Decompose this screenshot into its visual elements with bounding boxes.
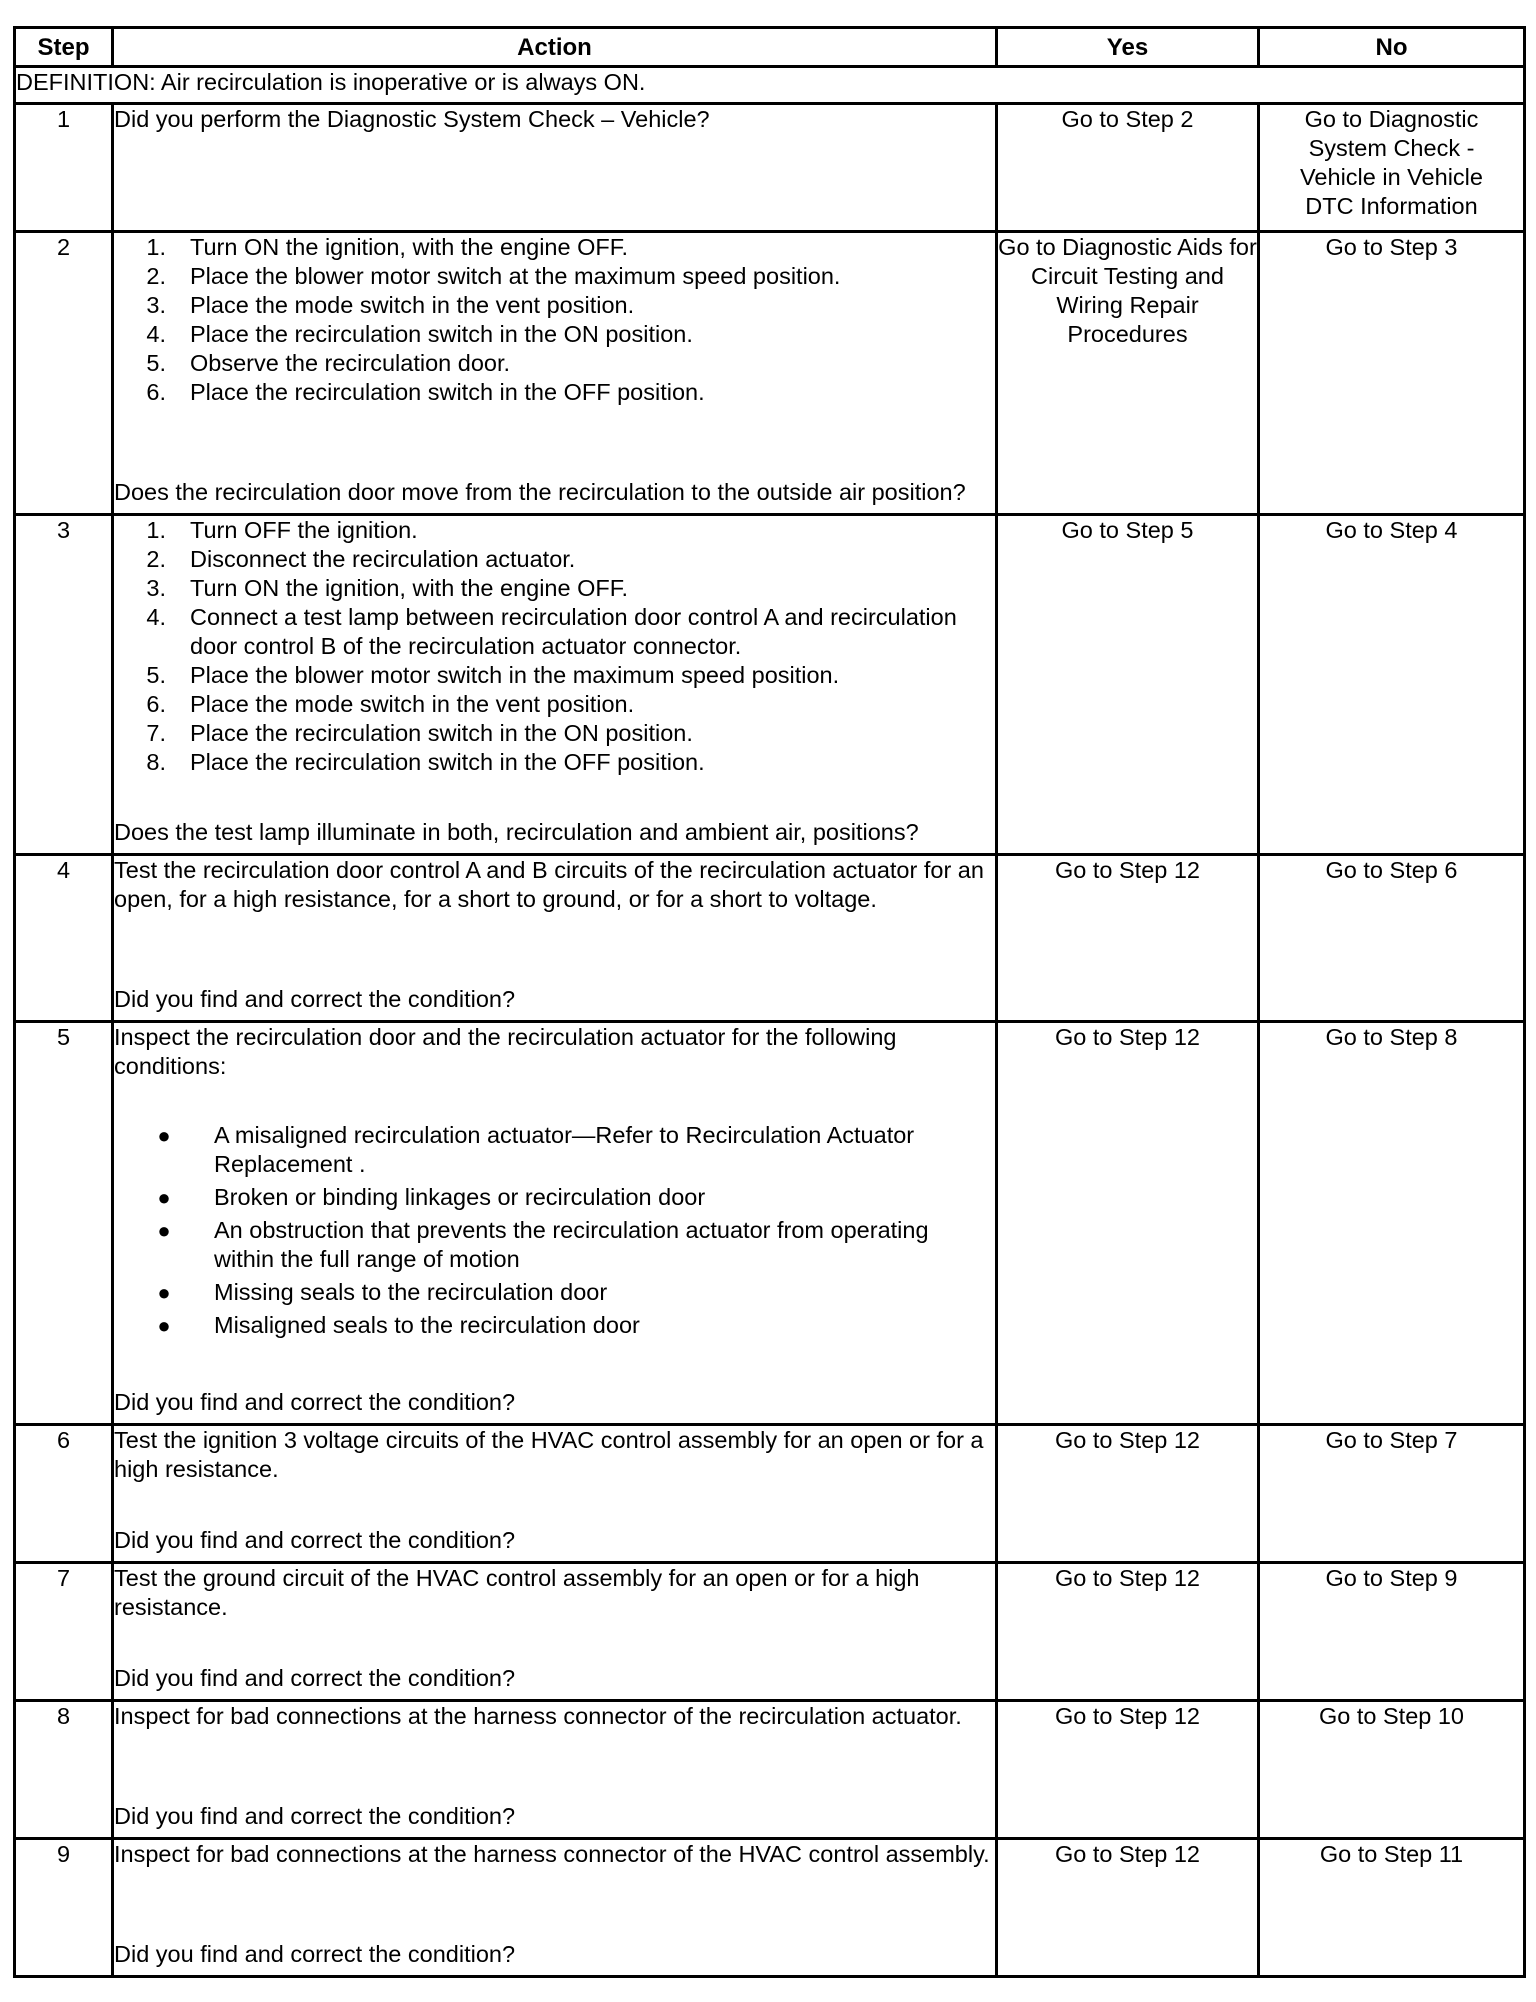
list-item: 1. Turn ON the ignition, with the engine OFF. [146, 234, 629, 260]
header-yes: Yes [997, 28, 1259, 67]
yes-cell: Go to Diagnostic Aids for Circuit Testing and Wiring Repair Procedures [997, 232, 1259, 515]
step-number: 5 [15, 1022, 113, 1425]
list-item: ● Broken or binding linkages or recirculation door [157, 1184, 706, 1210]
table-row [15, 515, 1525, 855]
procedure-list [114, 233, 995, 407]
step-number: 9 [15, 1839, 113, 1977]
table-row [15, 1839, 1525, 1977]
question-text: Did you find and correct the condition? [114, 1803, 516, 1829]
action-text: Inspect for bad connections at the harness connector of the recirculation actuator. [114, 1703, 962, 1729]
action-cell [113, 1425, 997, 1563]
action-text: Test the ignition 3 voltage circuits of the HVAC control assembly for an open or for a high resistance. [114, 1427, 984, 1482]
header-action: Action [113, 28, 997, 67]
table-row [15, 1022, 1525, 1425]
step-number: 3 [15, 515, 113, 855]
list-item: 2. Place the blower motor switch at the maximum speed position. [146, 263, 841, 289]
header-row [15, 28, 1525, 67]
action-cell [113, 1701, 997, 1839]
no-cell: Go to Step 8 [1259, 1022, 1525, 1425]
yes-cell: Go to Step 2 [997, 104, 1259, 232]
no-cell: Go to Diagnostic System Check - Vehicle in Vehicle DTC Information [1259, 104, 1525, 232]
list-item: 5. Observe the recirculation door. [146, 350, 511, 376]
list-item: ● A misaligned recirculation actuator—Refer to Recirculation Actuator Replacement . [157, 1122, 915, 1177]
action-cell [113, 232, 997, 515]
table-row [15, 1563, 1525, 1701]
step-number: 4 [15, 855, 113, 1022]
table-row [15, 1425, 1525, 1563]
question-text: Did you find and correct the condition? [114, 1941, 516, 1967]
diagnostic-table [13, 26, 1526, 1978]
list-item: ● Missing seals to the recirculation door [157, 1279, 608, 1305]
no-cell: Go to Step 7 [1259, 1425, 1525, 1563]
list-item: ● An obstruction that prevents the recirculation actuator from operating within the full range of motion [157, 1217, 929, 1272]
header-no: No [1259, 28, 1525, 67]
list-item: 3. Place the mode switch in the vent position. [146, 292, 635, 318]
action-cell [113, 855, 997, 1022]
list-item: 3. Turn ON the ignition, with the engine OFF. [146, 575, 629, 601]
list-item: 6. Place the mode switch in the vent position. [146, 691, 635, 717]
yes-cell: Go to Step 5 [997, 515, 1259, 855]
action-text: Test the recirculation door control A and B circuits of the recirculation actuator for an open, for a high resistance, for a short to ground, or for a short to voltage. [114, 857, 984, 912]
no-cell: Go to Step 9 [1259, 1563, 1525, 1701]
question-text: Does the recirculation door move from the recirculation to the outside air position? [114, 479, 966, 505]
question-text: Did you find and correct the condition? [114, 1389, 516, 1415]
table-row [15, 104, 1525, 232]
list-item: ● Misaligned seals to the recirculation door [157, 1312, 640, 1338]
question-text: Did you find and correct the condition? [114, 1527, 516, 1553]
header-step: Step [15, 28, 113, 67]
no-cell: Go to Step 11 [1259, 1839, 1525, 1977]
yes-cell: Go to Step 12 [997, 1425, 1259, 1563]
list-item: 8. Place the recirculation switch in the OFF position. [146, 749, 705, 775]
action-text: Test the ground circuit of the HVAC control assembly for an open or for a high resistance. [114, 1565, 920, 1620]
procedure-list [114, 516, 995, 777]
action-text: Inspect for bad connections at the harness connector of the HVAC control assembly. [114, 1841, 990, 1867]
action-text: Did you perform the Diagnostic System Check – Vehicle? [114, 106, 710, 132]
diagnostic-table-container [13, 26, 1523, 1978]
list-item: 7. Place the recirculation switch in the ON position. [146, 720, 693, 746]
no-cell: Go to Step 4 [1259, 515, 1525, 855]
list-item: 5. Place the blower motor switch in the maximum speed position. [146, 662, 840, 688]
table-row [15, 855, 1525, 1022]
action-cell [113, 515, 997, 855]
question-text: Did you find and correct the condition? [114, 1665, 516, 1691]
list-item: 6. Place the recirculation switch in the OFF position. [146, 379, 705, 405]
list-item: 4. Place the recirculation switch in the ON position. [146, 321, 693, 347]
action-cell [113, 1563, 997, 1701]
step-number: 1 [15, 104, 113, 232]
list-item: 1. Turn OFF the ignition. [146, 517, 418, 543]
no-cell: Go to Step 10 [1259, 1701, 1525, 1839]
step-number: 7 [15, 1563, 113, 1701]
yes-cell: Go to Step 12 [997, 1563, 1259, 1701]
list-item: 4. Connect a test lamp between recirculation door control A and recirculation door control B of the recirculation actuator connector. [146, 604, 957, 659]
action-cell [113, 1839, 997, 1977]
yes-cell: Go to Step 12 [997, 1839, 1259, 1977]
question-text: Does the test lamp illuminate in both, recirculation and ambient air, positions? [114, 819, 919, 845]
step-number: 8 [15, 1701, 113, 1839]
yes-cell: Go to Step 12 [997, 855, 1259, 1022]
action-cell [113, 104, 997, 232]
action-text: Inspect the recirculation door and the recirculation actuator for the following conditions: [114, 1024, 897, 1079]
list-item: 2. Disconnect the recirculation actuator. [146, 546, 576, 572]
yes-cell: Go to Step 12 [997, 1701, 1259, 1839]
no-cell: Go to Step 3 [1259, 232, 1525, 515]
definition-text: DEFINITION: Air recirculation is inoperative or is always ON. [15, 67, 1525, 104]
step-number: 2 [15, 232, 113, 515]
yes-cell: Go to Step 12 [997, 1022, 1259, 1425]
no-cell: Go to Step 6 [1259, 855, 1525, 1022]
step-number: 6 [15, 1425, 113, 1563]
action-cell [113, 1022, 997, 1425]
definition-row [15, 67, 1525, 104]
question-text: Did you find and correct the condition? [114, 986, 516, 1012]
table-row [15, 232, 1525, 515]
conditions-list [114, 1121, 995, 1340]
table-row [15, 1701, 1525, 1839]
